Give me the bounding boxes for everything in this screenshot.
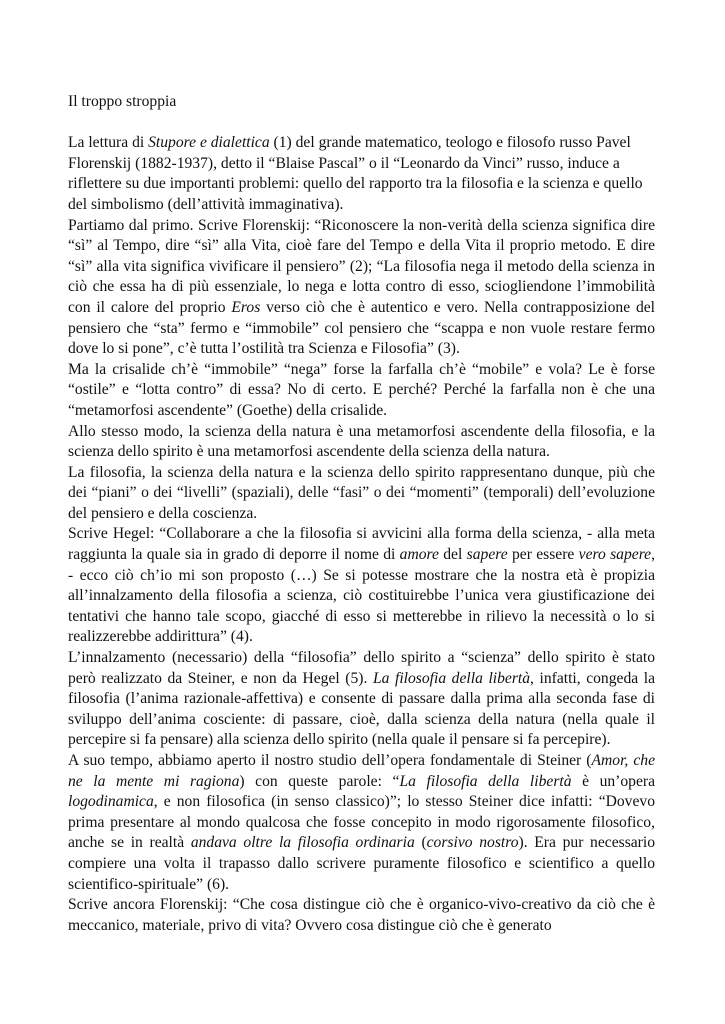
italic-text: logodinamica [68, 793, 154, 811]
italic-text: vero sapere [578, 546, 652, 564]
text-run: ( [414, 834, 427, 852]
blank-line [68, 113, 655, 134]
text-run: (1) del grande matematico, teologo e filosofo russo Pavel Florenskij (1882-1937), detto il “Blaise Pascal” o il “Leonardo da Vinci” russo, induce a riflettere su due importanti problemi: quello del rapporto tra la filosofia e la scienza e quello del simbolismo (dell’attività immaginativa). [68, 134, 643, 213]
paragraph [68, 751, 655, 895]
text-run: per essere [507, 546, 579, 564]
text-run: La filosofia, la scienza della natura e la scienza dello spirito rappresentano dunque, più che dei “piani” o dei “livelli” (spaziali), delle “fasi” o dei “momenti” (temporali) dell’evoluzione del pensiero e della coscienza. [68, 463, 655, 522]
italic-text: corsivo nostro [426, 834, 519, 852]
text-run: Scrive ancora Florenskij: “Che cosa distingue ciò che è organico-vivo-creativo da ciò che è meccanico, materiale, privo di vita? Ovvero cosa distingue ciò che è generato [68, 896, 655, 934]
text-run: Scrive Hegel: “Collaborare a che la filosofia si avvicini alla forma della scienza, - alla meta raggiunta la quale sia in grado di deporre il nome di [68, 525, 655, 564]
text-run: , e non filosofica (in senso classico)”; lo stesso Steiner dice infatti: “Dovevo prima presentare al mondo qualcosa che fosse concepito in modo rigorosamente filosofico, anche se in realtà [68, 793, 655, 852]
italic-text: Eros [231, 298, 261, 316]
document-page [68, 92, 655, 936]
paragraph [68, 648, 655, 751]
italic-text: andava oltre la filosofia ordinaria [190, 834, 415, 852]
text-run: è un’opera [571, 772, 656, 790]
paragraph [68, 895, 655, 936]
paragraph [68, 422, 655, 463]
document-title: Il troppo stroppia [68, 93, 177, 110]
italic-text: La filosofia della libertà [399, 772, 572, 790]
paragraph [68, 524, 655, 648]
text-run: ) con queste parole: “ [239, 772, 400, 790]
text-run: , - ecco ciò ch’io mi son proposto (…) Se si potesse mostrare che la nostra età è propizia all’innalzamento della filosofia a scienza, ciò costituirebbe l’unica vera giustificazione dei tentativi che hanno tale scopo, giacché di esso si metterebbe in rilievo la necessità o lo si realizzerebbe addirittura” (4). [68, 546, 656, 646]
text-run: , infatti, congeda la filosofia (l’anima razionale-affettiva) e consente di passare dalla prima alla seconda fase di sviluppo dell’anima cosciente: di passare, cioè, dalla scienza della natura (nella quale il percepire si fa pensare) alla scienza dello spirito (nella quale il pensare si fa percepire). [68, 669, 655, 749]
paragraph [68, 216, 655, 360]
paragraph [68, 133, 655, 215]
italic-text: amore [399, 546, 439, 564]
italic-text: Stupore e dialettica [148, 134, 270, 152]
text-run: verso ciò che è autentico e vero. Nella contrapposizione del pensiero che “sta” fermo e “immobile” col pensiero che “scappa e non vuole restare fermo dove lo si pone”, c’è tutta l’ostilità tra Scienza e Filosofia” (3). [68, 298, 655, 358]
text-run: Allo stesso modo, la scienza della natura è una metamorfosi ascendente della filosofia, e la scienza dello spirito è una metamorfosi ascendente della scienza della natura. [68, 422, 655, 461]
italic-text: La filosofia della libertà [372, 669, 531, 687]
document-body [68, 133, 655, 936]
italic-text: sapere [466, 546, 508, 564]
text-run: Ma la crisalide ch’è “immobile” “nega” forse la farfalla ch’è “mobile” e vola? Le è forse “ostile” e “lotta contro” di essa? No di certo. E perché? Perché la farfalla non è che una “metamorfosi ascendente” (Goethe) della crisalide. [68, 360, 655, 419]
text-run: ). Era pur necessario compiere una volta il trapasso dallo scrivere puramente filosofico e scientifico a quello scientifico-spirituale” (6). [68, 834, 656, 893]
paragraph [68, 360, 655, 422]
italic-text: Amor, che ne la mente mi ragiona [68, 752, 655, 790]
text-run: A suo tempo, abbiamo aperto il nostro studio dell’opera fondamentale di Steiner ( [68, 752, 592, 769]
text-run: del [438, 546, 467, 564]
paragraph [68, 463, 655, 525]
text-run: Partiamo dal primo. Scrive Florenskij: “Riconoscere la non-verità della scienza significa dire “sì” al Tempo, dire “sì” alla Vita, cioè fare del Tempo e della Vita il proprio metodo. E dire “sì” alla vita significa vivificare il pensiero” (2); “La filosofia nega il metodo della scienza in ciò che essa ha di più essenziale, lo nega e lotta contro di esso, sciogliendone l’immobilità con il calore del proprio [68, 216, 655, 316]
text-run: L’innalzamento (necessario) della “filosofia” dello spirito a “scienza” dello spirito è stato però realizzato da Steiner, e non da Hegel (5). [68, 649, 655, 687]
text-run: La lettura di [68, 134, 149, 152]
